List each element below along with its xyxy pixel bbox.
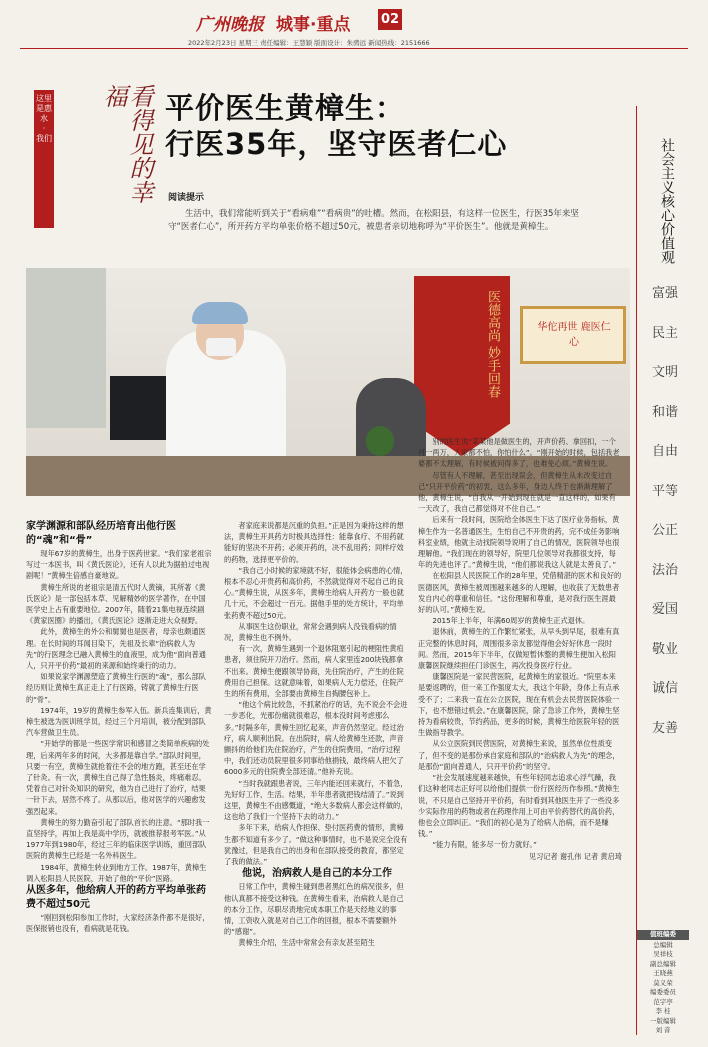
paragraph: 现年67岁的黄樟生，出身于医药世家。“我们家老祖宗写过一本医书，叫《黄氏医论》，还有人以此为据拍过电视剧呢！”黄樟生倍感自豪地说。	[26, 549, 212, 581]
column-tag	[34, 90, 54, 228]
staff-list	[637, 930, 689, 1036]
staff-line: 副总编辑	[650, 959, 676, 968]
paragraph: 黄樟生的努力勤奋引起了部队首长的注意。“那时我一直坚持学，再加上我是高中学历，就被推荐报考军医。”从1977年到1980年，经过三年的临床医学训练，重回部队医院的黄樟生已经是一名外科医生。	[26, 817, 210, 861]
article-column-2	[224, 520, 410, 1040]
newspaper-name: 广州晚报	[196, 15, 264, 35]
paragraph: 从公立医院到民营医院，对黄樟生来说，虽然单位性质变了，但不变的是那份承自家庭和部队的“治病救人为先”的理念，是那份“面向普通人，只开平价药”的坚守。	[418, 739, 620, 771]
photo-window	[26, 268, 106, 428]
photo-plant	[366, 426, 394, 456]
column-tag-line: 我们	[36, 134, 52, 143]
paragraph: 此外，黄樟生的外公和舅舅也是医者，母亲也颇通医理。在长时间的耳闻目染下，先祖及长辈“治病救人为先”的行医理念已融入黄樟生的血液里，成为他“面向普通人，只开平价药”最初的来源和始终秉行的动力。	[26, 627, 206, 671]
value-item: 和谐	[651, 404, 678, 420]
paragraph: “我自己小时候的家境就不好，很能体会病患的心情，根本不忍心开贵药和高价药，不然就觉得对不起自己的良心。”黄樟生说，从医多年，黄樟生给病人开药方一般也就几十元，不会超过一百元。据他手里的处方统计，平均单张药费不超过50元。	[224, 565, 408, 620]
masthead	[0, 0, 708, 52]
subheading: 他说，治病救人是自己的本分工作	[242, 868, 392, 880]
staff-line: 值班编委	[637, 930, 689, 940]
value-item: 公正	[651, 523, 678, 538]
article-column-3	[418, 436, 622, 1040]
paragraph: 2015年上半年，年满60周岁的黄樟生正式退休。	[432, 616, 590, 626]
paragraph: 后来有一段时间，医院给全体医生下达了医疗业务指标，黄樟生作为一名普通医生，生怕自己不开贵的药，完不成任务影响科室业绩，他就主动找院领导说明了自己的情况，医院领导也很理解他。“我们现在的领导好，院里几位领导对我都很支持，每年的先进也评了。”黄樟生说，“他们都说我这人就是太善良了。”	[418, 515, 620, 570]
paragraph: 黄樟生所说的老祖宗是清五代时人黄镝，其所著《黄氏医论》是一部包括本草、见解精妙的医学著作，在中国医学史上占有重要地位。2007年，随着21集电视连续剧《黄家医圈》的播出，《黄氏医论》逐渐走进大众视野。	[26, 582, 206, 626]
article-column-1	[26, 520, 212, 1040]
column-tag-line: 这里是惠水	[36, 94, 52, 123]
value-item: 法治	[651, 562, 678, 578]
paragraph: 黄樟生介绍，生活中常常会有亲友甚至陌生	[238, 938, 375, 948]
paragraph: 退休前，黄樟生的工作繁忙紧张，从早头到早尾，很难有真正完整的休息时间，周围很多亲友都觉得他会好好休息一段时间。然而，2015年下半年，仅做短暂休整的黄樟生便加入松阳康馨医院继续担任门诊医生，再次投身医疗行业。	[418, 627, 620, 671]
byline: 见习记者 谢孔伟 记者 黄启琦	[528, 851, 622, 861]
paragraph: 日常工作中，黄樟生碰到患者黑红色的病况很多，但他认真都不接受这种钱。在黄樟生看来，治病救人是自己的本分工作，尽职尽责地完成本职工作是天经地义的事情，工资收入就是对自己工作的回报，根本不需要额外的“感谢”。	[224, 882, 404, 937]
value-item: 文明	[651, 365, 678, 380]
staff-line: 李 桂	[655, 1007, 671, 1015]
paragraph: 有一次，黄樟生遇到一个退休阻塞引起的梗阻性黄疸患者，须住院开刀治疗。然而，病人家里连200块钱都拿不出来。黄樟生便跟领导协商，先住院治疗，产生的住院费用自己担保。这就意味着，如果病人无力偿还，住院产生的所有费用，全部要由黄樟生自掏腰包补上。	[224, 644, 404, 699]
staff-line: 刘 音	[655, 1026, 671, 1034]
paragraph: “能力有限，能多尽一份力就好。”	[432, 840, 537, 850]
value-item: 诚信	[651, 681, 678, 696]
paragraph: 1974年，19岁的黄樟生参军入伍。新兵连集训后，黄樟生被选为医训班学员，经过三个月培训，被分配到部队汽车营做卫生员。	[26, 705, 212, 738]
value-item: 敬业	[651, 641, 678, 657]
staff-line: 莫义荣	[653, 978, 673, 987]
value-item: 平等	[651, 483, 678, 499]
photo-banner-text: 医德高尚 妙手回春	[485, 290, 500, 399]
paragraph: “开始学的都是一些医学常识和感冒之类简单疾病的处理，后来两年多的时间，大多都是靠自学。”部队时间里，只要一有空，黄樟生就抢着往不会的地方跑，甚至还在学了针灸。有一次，黄樟生自己得了急性肠炎，疼痛难忍。凭着自己对针灸知识的研究，他为自己进行了治疗，结果一针下去，居然不疼了。从那以后，他对医学的兴趣愈发强烈起来。	[26, 739, 210, 816]
staff-line: 编委委员	[650, 988, 676, 996]
value-item: 民主	[651, 325, 678, 341]
masthead-info: 2022年2月23日 星期三 责任编辑：王慧颖 版面设计：朱骋远 新闻热线：2151666	[188, 39, 430, 47]
value-item: 爱国	[651, 602, 678, 617]
column-tag-line: ·	[42, 124, 46, 133]
paragraph: 尽管有人不理解，甚至出现误会，但黄樟生从未改变过自己“只开平价药”的初衷，这么多年，身边人终于也渐渐理解了他，黄樟生说，“自我从一开始到现在就是一直这样的，如果有一天改了，我自己都觉得对不住自己。”	[418, 470, 616, 514]
subheading: 家学渊源和部队经历培育出他行医的“魂”和“骨”	[26, 521, 176, 546]
paragraph: 多年下来，给病人作担保、垫付医药费的情形，黄樟生都不知道有多少了。“做这种事情时，也不是说完全没有犹豫过，但是我自己的出身和在部队接受的教育，都坚定了我的做法。”	[224, 823, 408, 867]
column-script-title: 看得见的幸福	[99, 84, 153, 204]
intro-label: 阅读提示	[168, 193, 205, 203]
paragraph: 在松阳县人民医院工作的28年里，凭借精湛的医术和良好的医德医风，黄樟生被周围越来越多的人理解，也收获了无数患者发自内心的尊重和信任。“这份理解和尊重，是对我行医生涯最好的认可。”黄樟生说。	[418, 571, 622, 615]
intro-text: 生活中，我们常能听到关于“看病难”“看病贵”的吐槽。然而，在松阳县，有这样一位医生，行医35年来坚守“医者仁心”，所开药方平均单张价格不超过50元，被患者亲切地称呼为“平价医生”。他就是黄樟生。	[168, 209, 579, 232]
staff-line: 范宇亭	[653, 997, 673, 1006]
paragraph: 如果说家学渊源塑造了黄樟生行医的“魂”，那么部队经历则让黄樟生真正走上了行医路，铸就了黄樟生行医的“骨”。	[26, 672, 206, 704]
section-title: 城事·重点	[276, 15, 351, 35]
paragraph: “刚回到松阳参加工作时，大家经济条件都不是很好，医保报销也没有，看病就是花钱。	[26, 913, 210, 934]
photo-doctor-cap	[192, 302, 248, 324]
headline-line-2: 行医35年，坚守医者仁心	[165, 127, 508, 161]
values-title: 社会主义核心价值观	[659, 138, 675, 264]
paragraph: “当时我就跟患者说，三年内能还回来就行，不着急，先好好工作，生活。结果，半年患者就把钱结清了。”说到这里，黄樟生不由感慨道，“绝大多数病人都会这样做的，这也给了我们一个坚持下去的动力。”	[224, 778, 408, 822]
paragraph: 别的医生说“某某他是做医生的，开声价药、拿回扣，一个月一两万，人家都不怕，你怕什么”。“刚开始的时候，包括我老婆都不太理解，有时候被问得多了，也难免心烦。”黄樟生说。	[418, 437, 620, 469]
staff-line: 王晓燕	[653, 969, 673, 977]
article-body	[26, 437, 626, 1040]
paragraph: 1984年，黄樟生转业到地方工作。1987年，黄樟生调入松阳县人民医院，开始了他的“平价”医路。	[26, 862, 207, 883]
photo-plaque-text: 华佗再世 鹿医仁心	[537, 322, 611, 348]
value-item: 自由	[651, 444, 678, 459]
photo-doctor-mask	[206, 338, 236, 356]
paragraph: “他这个病比较急，不抓紧治疗的话，先不说会不会进一步恶化，光那份痛就很难忍，根本没时间考虑那么多。”时隔多年，黄樟生回忆起来，声音仍然坚定。经过治疗，病人顺利出院。在出院时，病人给黄樟生还款，声音颤抖的给他们先住院治疗，产生的住院费用，“治疗过程中，我们还动员院里很多同事给他捐钱，最终病人把欠了6000多元的住院费全部还清。”他补充说。	[224, 700, 408, 777]
side-panel	[636, 106, 689, 1035]
staff-line: 一版编辑	[650, 1016, 676, 1025]
staff-line: 总编辑	[653, 940, 673, 949]
masthead-rule	[20, 48, 688, 49]
paragraph: 康馨医院是一家民营医院，起黄樟生的家很近。“院里本来是要返聘的，但一来工作强度太大，我这个年龄，身体上有点承受不了；二来我一直在公立医院，现在有机会去民营医院体验一下，也不想错过机会。”在康馨医院，除了急诊工作外，黄樟生坚持为看病较贵，节约药品，更多的时候，黄樟生给医院年轻的医生做指导教学。	[418, 672, 620, 738]
paragraph: 者家庭来说都是沉重的负担。”正是因为秉持这样的想法，黄樟生开具药方时极具选择性：能靠食疗、不用药就能好的坚决不开药；必须开药的，决不乱用药；同样疗效的药物，选择更平价的。	[224, 521, 404, 564]
value-item: 富强	[651, 286, 678, 301]
paragraph: “社会发展速度越来越快，有些年轻同志追求心浮气躁，我们这种老同志正好可以给他们提供一份行医经历作参照。”黄樟生说，不只是自己坚持开平价药，有时看到其他医生开了一些没多少实际作用的药物或者在药理作用上可由平价药替代的高价药，他也会立即纠正。“我们的初心是为了给病人治病，而不是赚钱。”	[418, 773, 620, 839]
values-list	[645, 274, 685, 748]
paragraph: 从事医生这份职业，常常会遇到病人没钱看病的情况，黄樟生也不例外。	[224, 621, 397, 643]
page-number: 02	[378, 9, 402, 30]
staff-line: 吴祥枝	[653, 950, 673, 958]
headline-line-1: 平价医生黄樟生：	[165, 91, 406, 125]
value-item: 友善	[651, 720, 678, 736]
subheading: 从医多年，他给病人开的药方平均单张药费不超过50元	[26, 885, 206, 911]
